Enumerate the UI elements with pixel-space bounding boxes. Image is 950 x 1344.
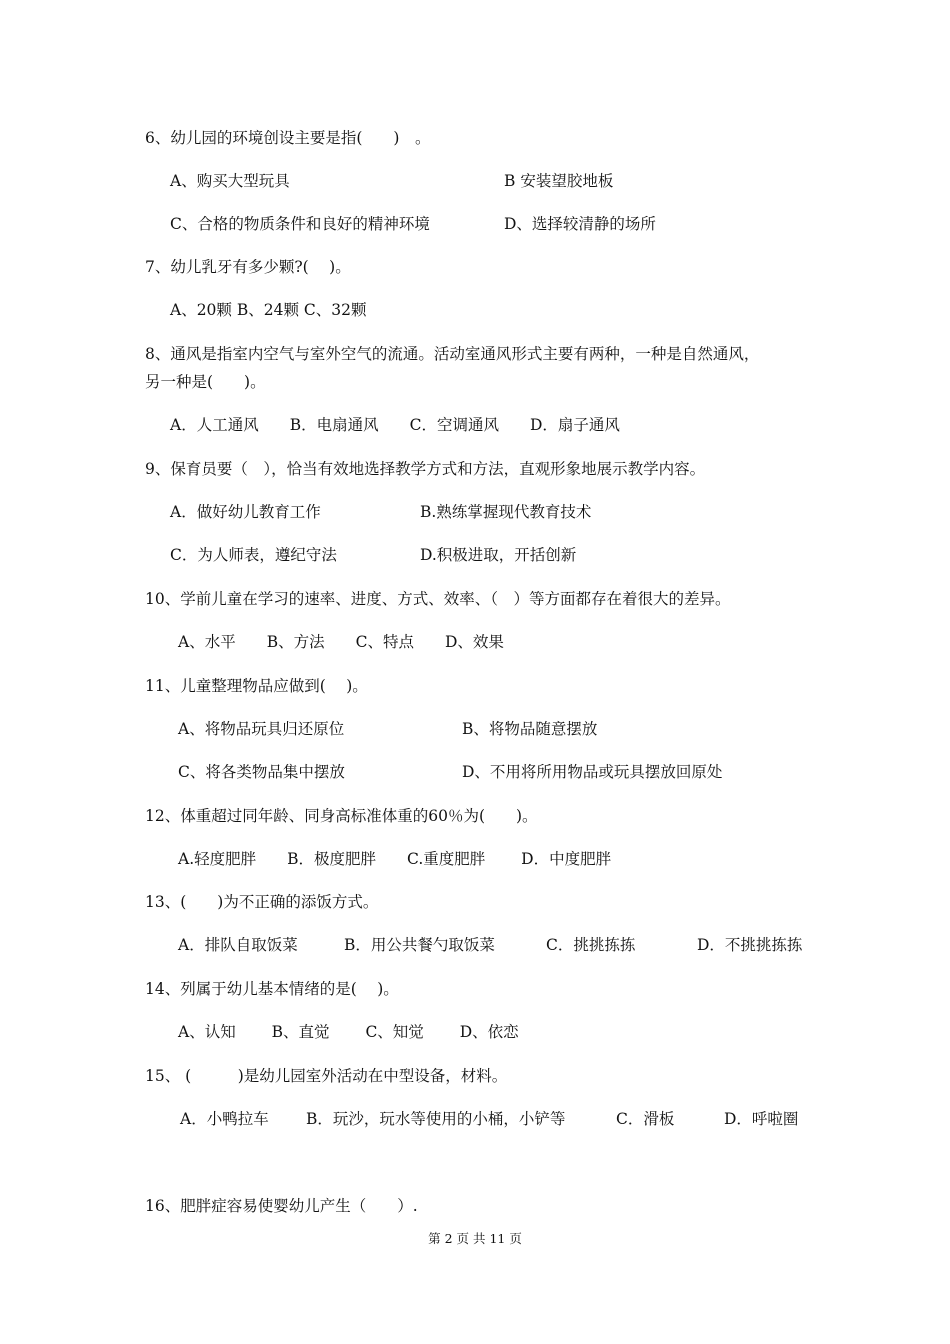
q12-options: A.轻度肥胖 B．极度肥胖 C.重度肥胖 D．中度肥胖 — [178, 850, 612, 868]
q11-option-c: C、将各类物品集中摆放 — [178, 763, 345, 781]
q13-option-d: D．不挑挑拣拣 — [697, 936, 803, 954]
q9-option-c: C．为人师表，遵纪守法 — [170, 546, 337, 564]
q8-stem-line2: 另一种是( )。 — [145, 373, 266, 391]
q15-option-d: D．呼啦圈 — [724, 1110, 799, 1128]
q6-option-c: C、合格的物质条件和良好的精神环境 — [170, 215, 430, 233]
q11-stem: 11、儿童整理物品应做到( )。 — [145, 677, 368, 695]
q7-stem: 7、幼儿乳牙有多少颗?( )。 — [145, 258, 351, 276]
q15-option-c: C．滑板 — [616, 1110, 675, 1128]
q6-option-a: A、购买大型玩具 — [170, 172, 290, 190]
q6-option-d: D、选择较清静的场所 — [504, 215, 656, 233]
q15-option-a: A．小鸭拉车 — [180, 1110, 269, 1128]
q11-option-d: D、不用将所用物品或玩具摆放回原处 — [462, 763, 723, 781]
q8-stem-line1: 8、通风是指室内空气与室外空气的流通。活动室通风形式主要有两种，一种是自然通风， — [145, 345, 760, 363]
q9-stem: 9、保育员要（ ），恰当有效地选择教学方式和方法，直观形象地展示教学内容。 — [145, 460, 706, 478]
q6-option-b: B 安装望胶地板 — [504, 172, 614, 190]
q15-stem: 15、 ( )是幼儿园室外活动在中型设备，材料。 — [145, 1067, 508, 1085]
q14-options: A、认知 B、直觉 C、知觉 D、依恋 — [178, 1023, 519, 1041]
q13-option-b: B．用公共餐勺取饭菜 — [344, 936, 495, 954]
q14-stem: 14、列属于幼儿基本情绪的是( )。 — [145, 980, 399, 998]
q9-option-d: D.积极进取，开括创新 — [420, 546, 577, 564]
q13-option-a: A．排队自取饭菜 — [178, 936, 298, 954]
q16-stem: 16、肥胖症容易使婴幼儿产生（ ）. — [145, 1197, 418, 1215]
q12-stem: 12、体重超过同年龄、同身高标准体重的60％为( )。 — [145, 807, 538, 825]
q9-option-a: A．做好幼儿教育工作 — [170, 503, 321, 521]
q9-option-b: B.熟练掌握现代教育技术 — [420, 503, 592, 521]
q11-option-a: A、将物品玩具归还原位 — [178, 720, 345, 738]
q10-stem: 10、学前儿童在学习的速率、进度、方式、效率、（ ）等方面都存在着很大的差异。 — [145, 590, 731, 608]
page-number-footer: 第 2 页 共 11 页 — [428, 1231, 522, 1246]
q11-option-b: B、将物品随意摆放 — [462, 720, 598, 738]
q6-stem: 6、幼儿园的环境创设主要是指( ) 。 — [145, 129, 431, 147]
q10-options: A、水平 B、方法 C、特点 D、效果 — [178, 633, 504, 651]
q15-option-b: B．玩沙，玩水等使用的小桶，小铲等 — [306, 1110, 566, 1128]
q13-stem: 13、( )为不正确的添饭方式。 — [145, 893, 379, 911]
q7-options: A、20颗 B、24颗 C、32颗 — [170, 301, 367, 319]
q8-options: A．人工通风 B．电扇通风 C．空调通风 D．扇子通风 — [170, 416, 620, 434]
q13-option-c: C．挑挑拣拣 — [546, 936, 636, 954]
